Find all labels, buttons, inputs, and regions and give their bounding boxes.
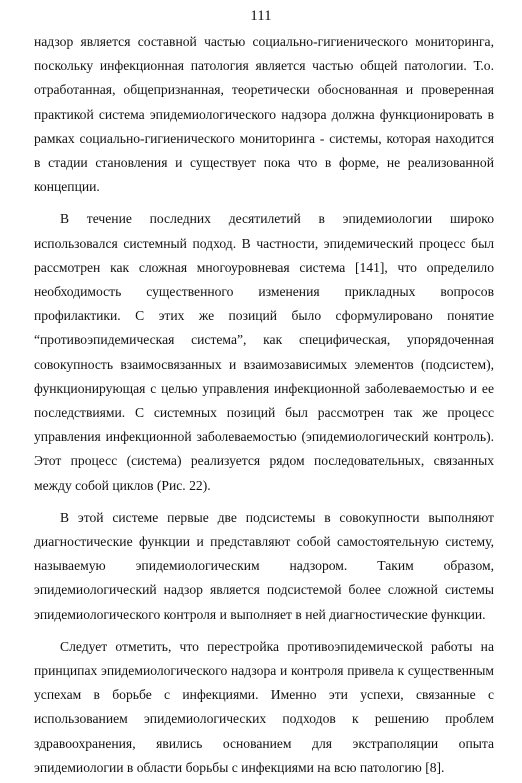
page-number: 111 xyxy=(250,8,272,24)
paragraph-systems-approach: В течение последних десятилетий в эпидемиологии широко использовался системный подход. В частности, эпидемический процесс был рассмотрен как сложная многоуровневая система [141], что определило необходимость существенного изменения прикладных вопросов профилактики. С этих же позиций было сформулировано понятие “противоэпидемическая система”, как специфическая, упорядоченная совокупность взаимосвязанных и взаимозависимых элементов (подсистем), функционирующая с целью управления инфекционной заболеваемостью и ее последствиями. С системных позиций был рассмотрен так же процесс управления инфекционной заболеваемостью (эпидемиологический контроль). Этот процесс (система) реализуется рядом последовательных, связанных между собой циклов (Рис. 22). xyxy=(34,211,494,493)
paragraph-continuation: надзор является составной частью социально-гигиенического мониторинга, поскольку инфекционная патология является частью общей патологии. Т.о. отработанная, общепризнанная, теоретически обоснованная и проверенная практикой система эпидемиологического надзора должна функционировать в рамках социально-гигиенического мониторинга - системы, которая находится в стадии становления и существует пока что в форме, не реализованной концепции. xyxy=(34,34,494,195)
paragraph-subsystems: В этой системе первые две подсистемы в совокупности выполняют диагностические функции и представляют собой самостоятельную систему, называемую эпидемиологическим надзором. Таким образом, эпидемиологический надзор является подсистемой более сложной системы эпидемиологического контроля и выполняет в ней диагностические функции. xyxy=(34,509,494,622)
paragraph-conclusion: Следует отметить, что перестройка противоэпидемической работы на принципах эпидемиологического надзора и контроля привела к существенным успехам в борьбе с инфекциями. Именно эти успехи, связанные с использованием эпидемиологических подходов к решению проблем здравоохранения, явились основанием для экстраполяции опыта эпидемиологии в области борьбы с инфекциями на всю патологию [8]. xyxy=(34,638,494,775)
body-text xyxy=(34,30,494,780)
